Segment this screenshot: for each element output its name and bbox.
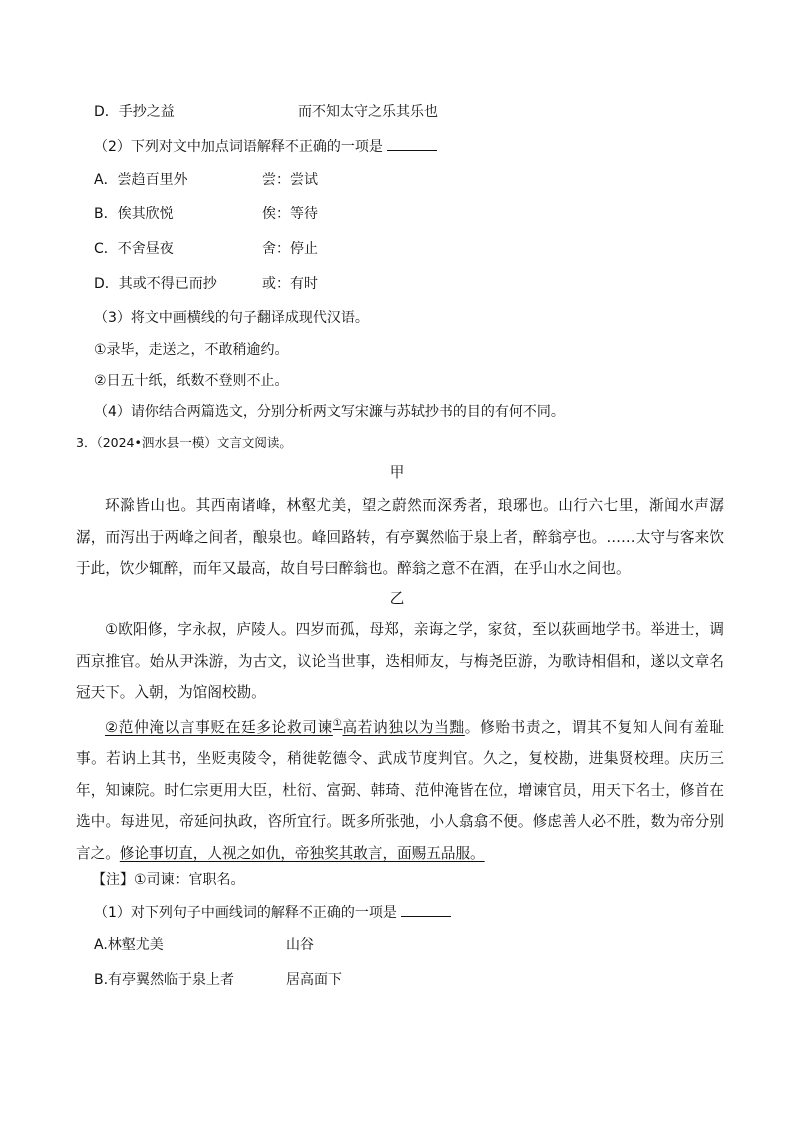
- option-c-right: 舍：停止: [262, 241, 318, 257]
- sentence-1: ①录毕，走送之，不敢稍逾约。: [94, 342, 289, 358]
- sub-question-4-prompt: （4）请你结合两篇选文，分别分析两文写宋濂与苏轼抄书的目的有何不同。: [94, 404, 565, 420]
- passage-jia-title: 甲: [389, 464, 405, 481]
- passage-jia: [76, 490, 724, 585]
- passage-yi-p2-text: 。修贻书责之，谓其不复知人间有羞耻事。若讷上其书，坐贬夷陵令，稍徙乾德令、武成节度判官。久之，复校勘，进集贤校理。庆历三年，知谏院。时仁宗更用大臣，杜衍、富弼、韩琦、范仲淹皆在位，增谏官员，用天下名士，修首在选中。每进见，帝延问执政，咨所宜行。既多所张弛，小人翕翕不便。修虑善人必不胜，数为帝分别言之。: [76, 718, 724, 862]
- q3-sub-1-text: （1）对下列句子中画线词的解释不正确的一项是: [94, 905, 397, 921]
- q3-option-a-right: 山谷: [286, 937, 314, 953]
- option-c-left: C．不舍昼夜: [94, 241, 174, 257]
- option-d-right-2: 或：有时: [262, 276, 318, 292]
- sub-question-2-text: （2）下列对文中加点词语解释不正确的一项是: [94, 139, 383, 155]
- sub-question-2-prompt: [94, 136, 437, 157]
- question-3-header: 3．（2024•泗水县一模）文言文阅读。: [76, 435, 292, 450]
- passage-jia-text: 环滁皆山也。其西南诸峰，林壑尤美，望之蔚然而深秀者，琅琊也。山行六七里，渐闻水声潺潺，而泻出于两峰之间者，酿泉也。峰回路转，有亭翼然临于泉上者，醉翁亭也。……太守与客来饮于此，饮少辄醉，而年又最高，故自号曰醉翁也。醉翁之意不在酒，在乎山水之间也。: [76, 497, 724, 577]
- passage-yi-p2: [76, 708, 724, 869]
- footnote-marker: ①: [332, 718, 343, 729]
- q3-option-a-left: A.林壑尤美: [94, 937, 164, 953]
- option-b-right: 俟：等待: [262, 206, 318, 222]
- option-b-left: B．俟其欣悦: [94, 206, 174, 222]
- sub-question-3-prompt: （3）将文中画横线的句子翻译成现代汉语。: [94, 310, 369, 326]
- passage-yi-p1: [76, 614, 724, 709]
- underlined-sentence-1b: 高若讷独以为当黜: [342, 718, 465, 736]
- q3-option-b-right: 居高面下: [286, 972, 342, 988]
- q3-option-b-left: B.有亭翼然临于泉上者: [94, 972, 235, 988]
- passage-yi-p1-text: ①欧阳修，字永叔，庐陵人。四岁而孤，母郑，亲诲之学，家贫，至以荻画地学书。举进士，调西京推官。始从尹洙游，为古文，议论当世事，迭相师友，与梅尧臣游，为歌诗相倡和，遂以文章名冠天下。入朝，为馆阁校勘。: [76, 621, 724, 701]
- sentence-2: ②日五十纸，纸数不登则不止。: [94, 373, 289, 389]
- underlined-sentence-1: ②范仲淹以言事贬在廷多论救司谏: [105, 718, 333, 736]
- passage-yi-title: 乙: [389, 590, 405, 607]
- option-a-right: 尝：尝试: [262, 172, 318, 188]
- q3-sub-1-prompt: [94, 902, 451, 923]
- option-d-left-2: D．其或不得已而抄: [94, 276, 217, 292]
- answer-blank-2[interactable]: [401, 902, 451, 917]
- footnote: 【注】①司谏：官职名。: [92, 872, 245, 888]
- option-d-left: D．手抄之益: [94, 104, 175, 120]
- option-a-left: A．尝趋百里外: [94, 172, 188, 188]
- underlined-sentence-2: 修论事切直，人视之如仇，帝独奖其敢言，面赐五品服。: [119, 844, 485, 862]
- answer-blank[interactable]: [387, 136, 437, 151]
- option-d-right: 而不知太守之乐其乐也: [298, 104, 438, 120]
